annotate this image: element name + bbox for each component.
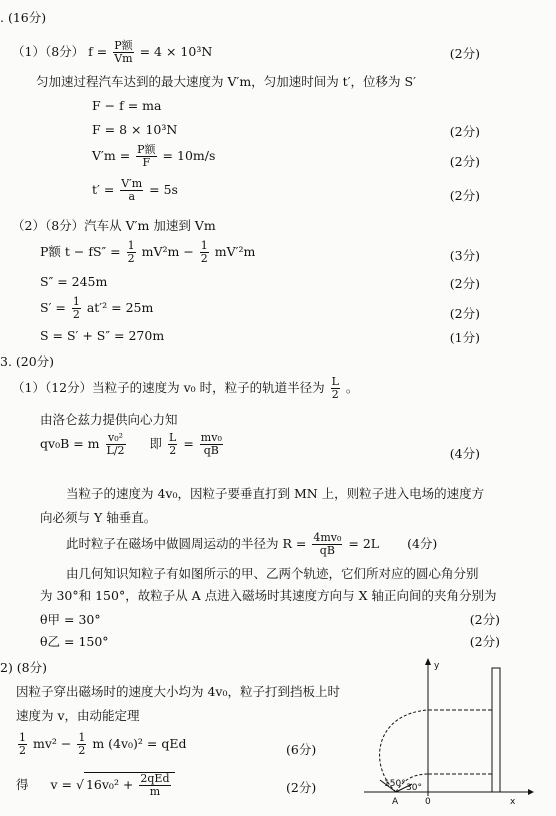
fraction-denominator: 2 <box>78 744 86 757</box>
q18-part1-text: （1）（12分）当粒子的速度为 v₀ 时，粒子的轨道半径为 <box>12 380 325 395</box>
result-radicand <box>84 772 175 798</box>
q18-theta2-score: (2分) <box>469 634 500 649</box>
fraction-numerator: P额 <box>114 39 133 52</box>
eq3-left: V′m = <box>92 148 131 163</box>
barrier-plate <box>492 668 500 792</box>
eq4-right: = 5s <box>149 182 178 197</box>
x-axis-label: x <box>510 797 516 806</box>
fraction-denominator: a <box>128 190 136 203</box>
energy-half-1 <box>18 732 27 757</box>
q17-intro: 匀加速过程汽车达到的最大速度为 V′m，匀加速时间为 t′，位移为 S′ <box>36 74 416 89</box>
q17-eq5 <box>40 240 255 265</box>
q17-eq4 <box>92 178 178 203</box>
q18-eq1 <box>40 432 225 457</box>
q18-part2-label: 2) (8分) <box>0 660 48 675</box>
q18-theta1-score: (2分) <box>469 612 500 627</box>
q18-result <box>16 772 175 798</box>
q17-eq1: F − f = ma <box>92 98 162 113</box>
q18-para1: 当粒子的速度为 4v₀，因粒子要垂直打到 MN 上，则粒子进入电场的速度方 <box>66 486 485 501</box>
q18-eq1-score: (4分) <box>449 446 480 461</box>
eq7-right: at′² = 25m <box>86 300 154 315</box>
fraction-numerator: 1 <box>19 731 26 744</box>
q18-energy-eq <box>16 732 187 757</box>
q17-eq7 <box>40 296 153 321</box>
radicand-part-a: 16v₀² + <box>85 777 134 792</box>
q17-part1-result: = 4 × 10³N <box>139 44 213 59</box>
fraction-numerator: L <box>169 431 177 444</box>
fraction-numerator: 1 <box>72 295 80 308</box>
radius-text: 此时粒子在磁场中做圆周运动的半径为 R = <box>66 536 307 551</box>
q18-result-score: (2分) <box>286 780 317 795</box>
trajectory-diagram <box>360 656 536 806</box>
fraction-numerator: v₀² <box>106 432 126 445</box>
eq4-left: t′ = <box>92 182 115 197</box>
result-left: v = <box>50 777 73 792</box>
q17-eq6-score: (2分) <box>449 276 480 291</box>
fraction-denominator: 2 <box>169 444 177 457</box>
q17-part1-fraction <box>113 40 133 65</box>
eq1-fraction <box>106 432 126 457</box>
q17-eq2-score: (2分) <box>449 124 480 139</box>
fraction-numerator: V′m <box>121 177 143 190</box>
eq5-end: mV′²m <box>214 244 256 259</box>
radius-fraction <box>312 532 342 557</box>
q17-eq7-score: (2分) <box>449 306 480 321</box>
eq1-left: qv₀B = m <box>40 436 100 451</box>
eq5-half-2 <box>200 240 209 265</box>
q17-eq5-score: (3分) <box>449 248 480 263</box>
q18-para2: 由几何知识知粒子有如图所示的甲、乙两个轨迹，它们所对应的圆心角分别 <box>66 566 479 581</box>
fraction-denominator: 2 <box>331 388 339 401</box>
fraction-numerator: 2qEd <box>140 772 170 785</box>
q17-eq8-score: (1分) <box>449 330 480 345</box>
q18-part1 <box>12 376 358 401</box>
eq3-right: = 10m/s <box>162 148 216 163</box>
radius-score: (4分) <box>407 536 438 551</box>
fraction-numerator: 1 <box>78 731 86 744</box>
result-prefix: 得 <box>16 777 29 792</box>
angle-label-2: 30° <box>406 783 422 793</box>
eq5-left: P额 t − fS″ = <box>40 244 121 259</box>
q17-header: . (16分) <box>0 10 47 25</box>
radius-end: = 2L <box>348 536 380 551</box>
fraction-numerator: 1 <box>200 239 208 252</box>
point-a-label: A <box>392 797 399 806</box>
fraction-denominator: 2 <box>72 308 80 321</box>
q17-part1 <box>12 40 212 65</box>
fraction-denominator: 2 <box>127 252 135 265</box>
fraction-numerator: 1 <box>127 239 135 252</box>
q18-radius <box>66 532 437 557</box>
y-axis-label: y <box>434 661 440 671</box>
q17-part1-score: (2分) <box>449 46 480 61</box>
q17-part1-f: f = <box>88 44 108 59</box>
q18-theta1: θ甲 = 30° <box>40 612 101 627</box>
origin-label: 0 <box>425 797 431 806</box>
fraction-numerator: mv₀ <box>200 431 222 444</box>
q18-energy-score: (6分) <box>286 742 317 757</box>
energy-mid: mv² − <box>32 736 72 751</box>
eq5-half-1 <box>127 240 136 265</box>
eq1-fraction-3 <box>200 432 223 457</box>
fraction-denominator: m <box>149 785 161 798</box>
fraction-denominator: qB <box>203 444 219 457</box>
fraction-numerator: P额 <box>137 143 156 156</box>
eq4-fraction <box>120 178 143 203</box>
q18-para1b: 向必须与 Y 轴垂直。 <box>40 510 157 525</box>
q17-eq8: S = S′ + S″ = 270m <box>40 328 165 343</box>
fraction-denominator: L/2 <box>106 444 125 457</box>
eq1-mid: 即 <box>149 436 163 451</box>
fraction-denominator: Vm <box>114 52 133 65</box>
x-axis-arrow <box>528 789 534 795</box>
q17-eq6: S″ = 245m <box>40 274 108 289</box>
fraction-denominator: 2 <box>200 252 208 265</box>
q18-theta2: θ乙 = 150° <box>40 634 109 649</box>
fraction-denominator: F <box>142 156 151 169</box>
energy-half-2 <box>77 732 86 757</box>
eq7-left: S′ = <box>40 300 66 315</box>
radicand-fraction <box>139 773 170 798</box>
q18-part2-text: 因粒子穿出磁场时的速度大小均为 4v₀，粒子打到挡板上时 <box>16 684 341 699</box>
eq1-equals: = <box>183 436 194 451</box>
q18-lorentz: 由洛仑兹力提供向心力知 <box>40 412 178 427</box>
q18-header: 3. (20分) <box>0 354 55 369</box>
eq3-fraction <box>136 144 156 169</box>
eq5-mid: mV²m − <box>141 244 194 259</box>
sqrt-sign: √ <box>76 777 84 792</box>
fraction-denominator: 2 <box>19 744 26 757</box>
q18-para2b: 为 30°和 150°，故粒子从 A 点进入磁场时其速度方向与 X 轴正向间的夹角分别为 <box>40 588 497 603</box>
q17-eq3-score: (2分) <box>449 154 480 169</box>
eq7-fraction <box>72 296 81 321</box>
fraction-numerator: L <box>331 375 339 388</box>
q17-part2-label: （2）（8分）汽车从 V′m 加速到 Vm <box>12 218 216 233</box>
eq1-fraction-2 <box>168 432 177 457</box>
energy-end: m (4v₀)² = qEd <box>92 736 187 751</box>
q18-part1-end: 。 <box>345 380 359 395</box>
y-axis-arrow <box>425 658 431 665</box>
angle-label-1: 150° <box>384 779 406 789</box>
fraction-denominator: qB <box>319 544 335 557</box>
fraction-numerator: 4mv₀ <box>313 531 342 544</box>
q17-part1-label: （1）（8分） <box>12 44 85 59</box>
q17-eq2: F = 8 × 10³N <box>92 122 178 137</box>
q18-part2-text2: 速度为 v，由动能定理 <box>16 708 140 723</box>
q18-part1-fraction <box>331 376 340 401</box>
q17-eq3 <box>92 144 215 169</box>
q17-eq4-score: (2分) <box>449 188 480 203</box>
